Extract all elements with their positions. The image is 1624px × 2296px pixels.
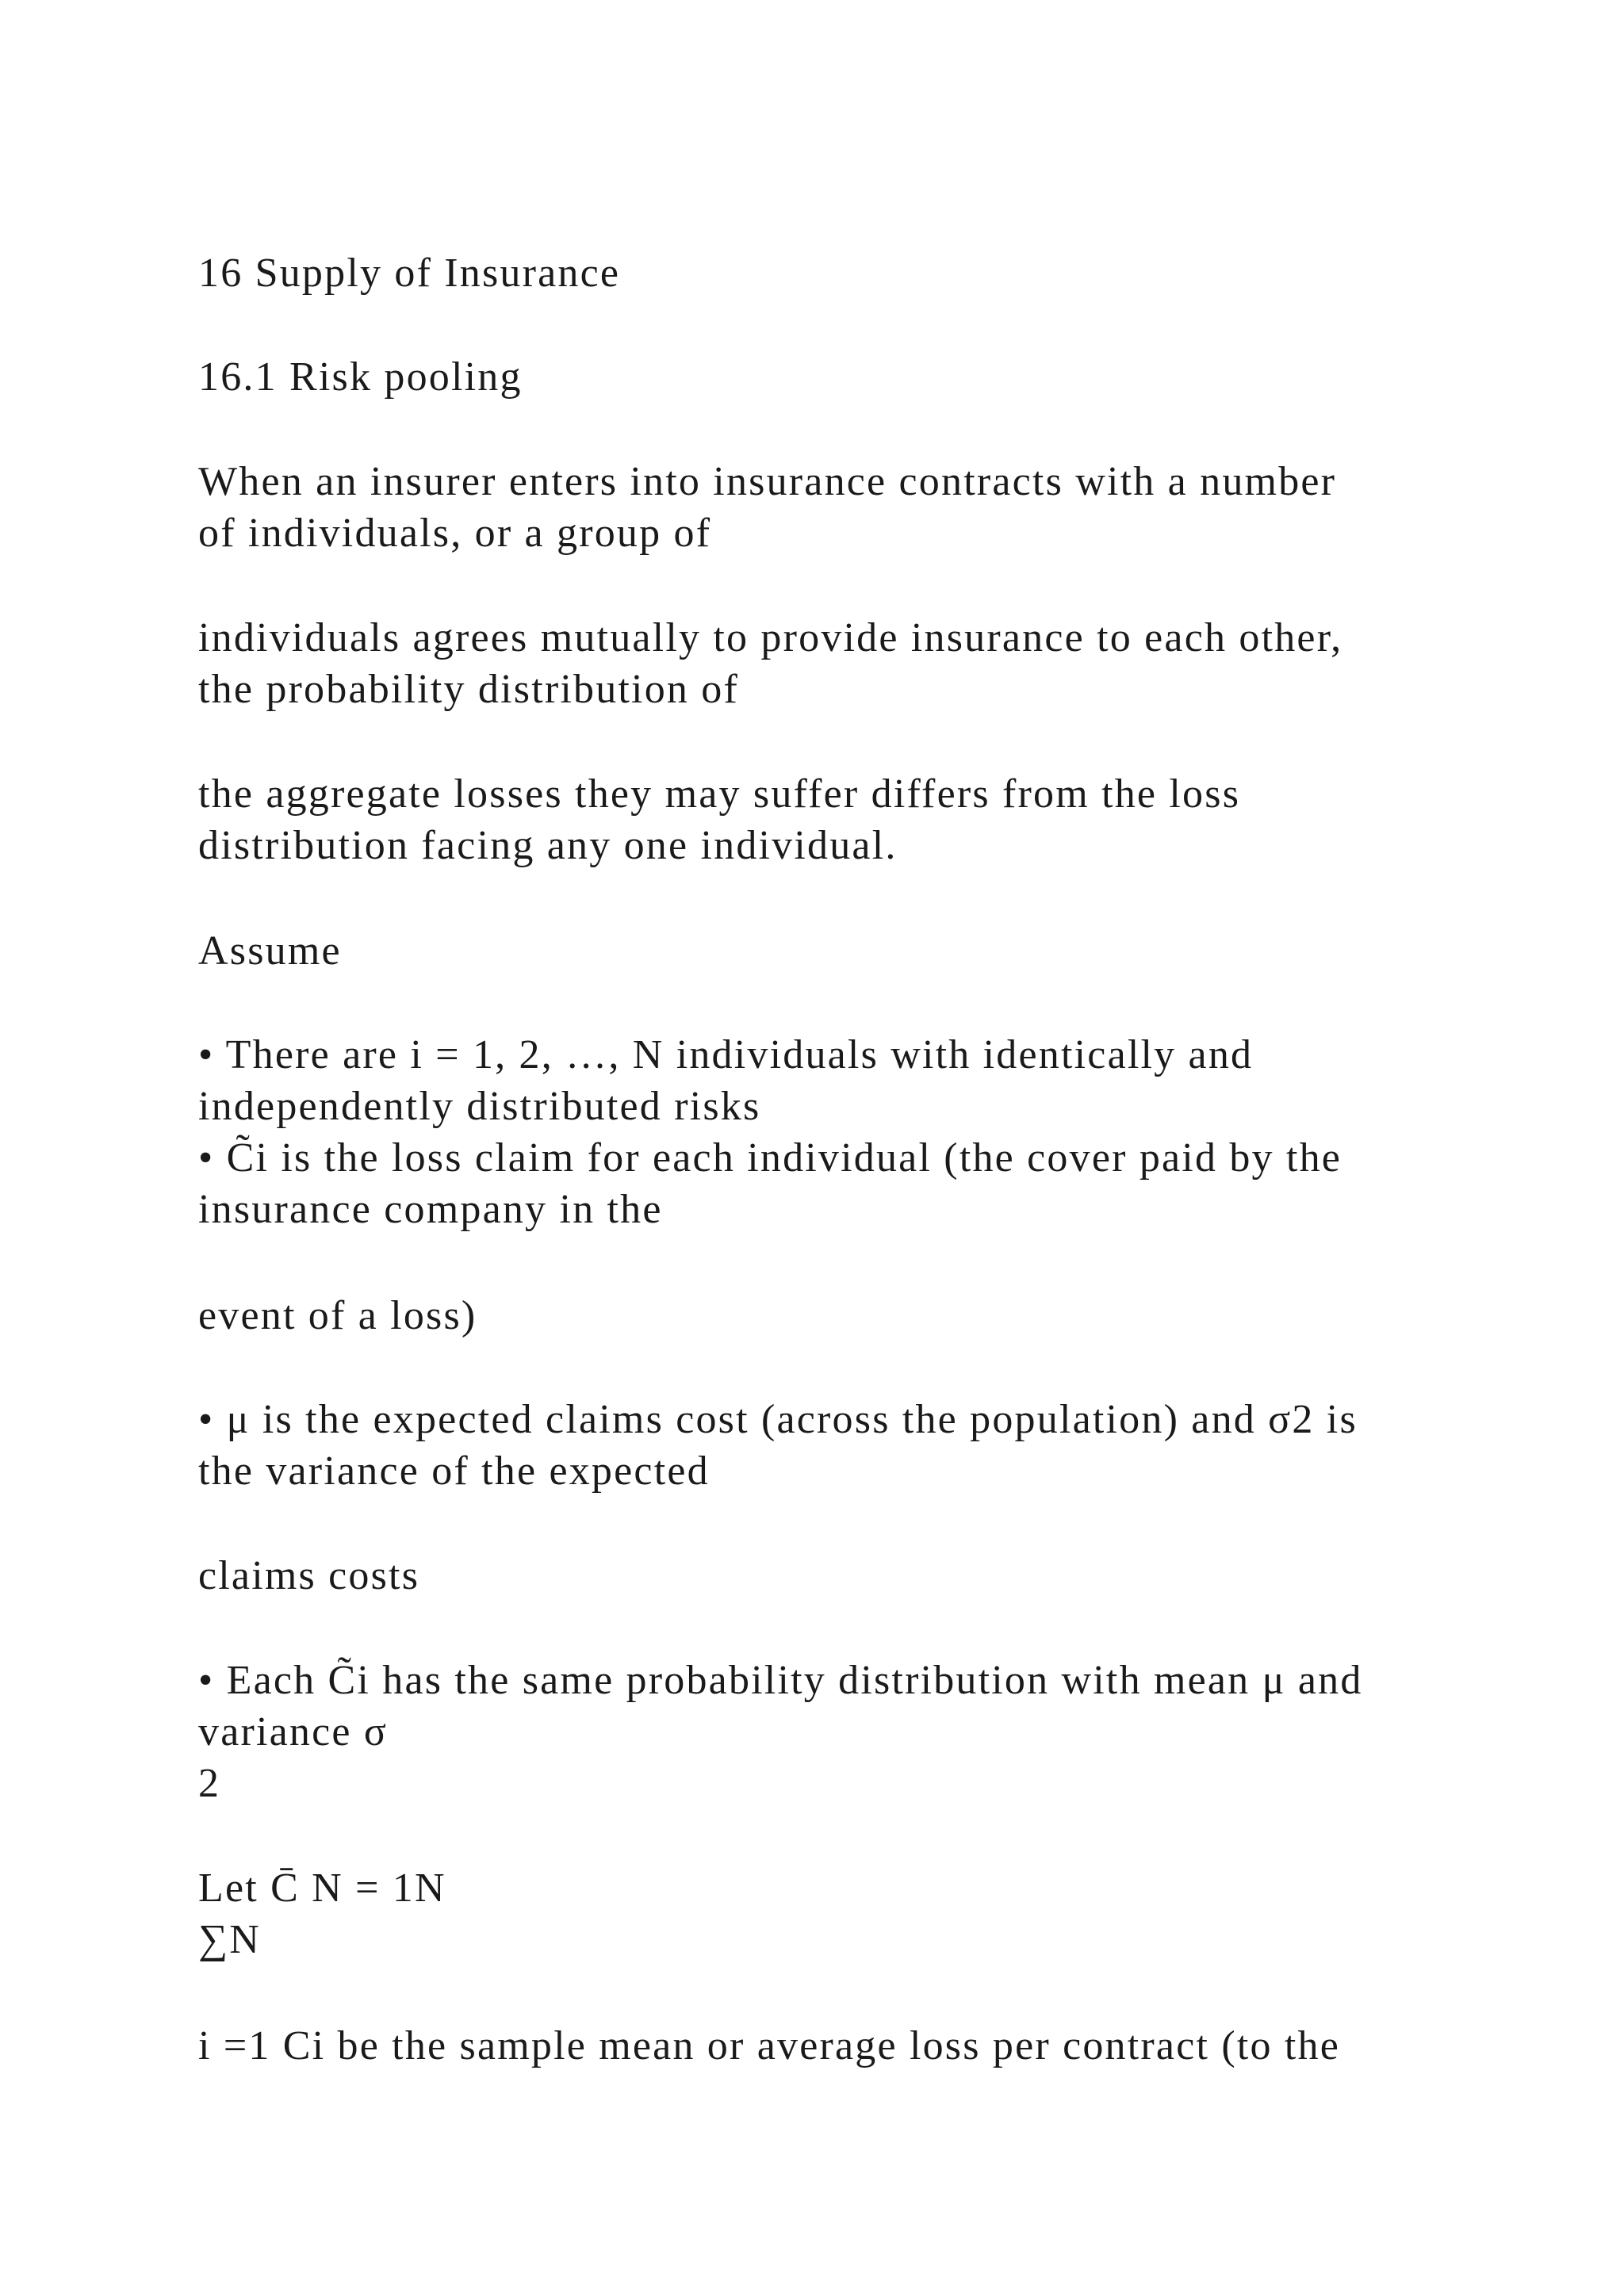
sample-mean-line: i =1 Ci be the sample mean or average loss per contract (to the bbox=[198, 2023, 1341, 2068]
assume-label: Assume bbox=[198, 928, 342, 974]
paragraph-2: individuals agrees mutually to provide insurance to each other, the probability distribution of bbox=[198, 615, 1343, 712]
section-title: 16.1 Risk pooling bbox=[198, 354, 523, 400]
chapter-title: 16 Supply of Insurance bbox=[198, 251, 621, 296]
bullet-list-1: • There are i = 1, 2, …, N individuals with identically and independently distributed risks • C̃i is the loss claim for each individual (the cover paid by the insurance company in the bbox=[198, 1032, 1342, 1232]
bullet-each: • Each C̃i has the same probability distribution with mean μ and variance σ 2 bbox=[198, 1658, 1363, 1806]
paragraph-3: the aggregate losses they may suffer differs from the loss distribution facing any one individual. bbox=[198, 771, 1241, 868]
paragraph-1: When an insurer enters into insurance contracts with a number of individuals, or a group of bbox=[198, 459, 1337, 556]
let-formula: Let C̄ N = 1N ∑N bbox=[198, 1866, 446, 1962]
event-line: event of a loss) bbox=[198, 1293, 477, 1338]
claims-costs-line: claims costs bbox=[198, 1553, 420, 1598]
bullet-mu: • μ is the expected claims cost (across the population) and σ2 is the variance of the expected bbox=[198, 1397, 1358, 1494]
